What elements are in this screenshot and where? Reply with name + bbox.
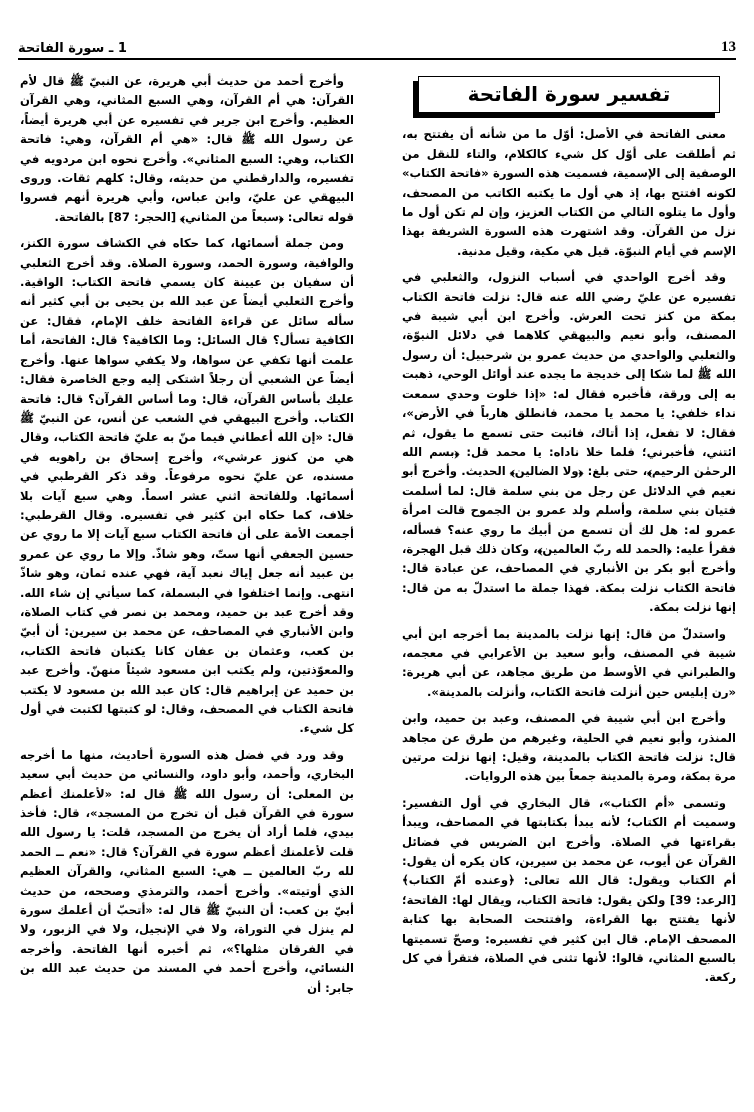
left-column xyxy=(20,72,354,1005)
paragraph: وأخرج ابن أبي شيبة في المصنف، وعبد بن حميد، وابن المنذر، وأبو نعيم في الحلية، وغيرهم من طرق عن مجاهد قال: نزلت فاتحة الكتاب بالمدينة، وقيل: إنها نزلت مرتين مرة بمكة، ومرة بالمدينة جمعاً بين هذه الروايات. xyxy=(402,711,736,784)
paragraph: ومن جملة أسمائها، كما حكاه في الكشاف سورة الكنز، والوافية، وسورة الحمد، وسورة الصلاة. وقد أخرج الثعلبي أن سفيان بن عيينة كان يسمي فاتحة الكتاب: الواقية. وأخرج الثعلبي أيضاً عن عبد الله بن يحيى بن أبي كثير أنه سأله سائل عن قراءة الفاتحة خلف الإمام، فقال: عن الكافية تسأل؟ قال السائل: وما الكافية؟ قال: الفاتحة، أما علمت أنها تكفي عن سواها، ولا يكفي سواها عنها. وأخرج أيضاً عن الشعبي أن رجلاً اشتكى إليه وجع الخاصرة فقال: عليك بأساس القرآن، قال: وما أساس القرآن؟ قال: فاتحة الكتاب. وأخرج البيهقي في الشعب عن أنس، عن النبيّ ﷺ قال: «إن الله أعطاني فيما منّ به عليّ فاتحة الكتاب، وقال هي من كنوز عرشي»، وأخرج إسحاق بن راهويه في مسنده، عن عليّ نحوه مرفوعاً. وقد ذكر القرطبي في أسمائها. وللفاتحة اثني عشر اسماً. وهي سبع آيات بلا خلاف، كما حكاه ابن كثير في تفسيره. وقال القرطبي: أجمعت الأمة على أن فاتحة الكتاب سبع آيات إلا ما روي عن حسين الجعفي أنها ستّ، وهو شاذّ. وإلا ما روي عن عمرو بن عبيد أنه جعل إياك نعبد آية، فهي عنده ثمان، وهو شاذّ انتهى. وإنما اختلفوا في البسملة، كما سيأتي إن شاء الله. وقد أخرج عبد بن حميد، ومحمد بن نصر في كتاب الصلاة، وابن الأنباري في المصاحف، عن محمد بن سيرين: أن أبيّ بن كعب، وعثمان بن عفان كانا يكتبان فاتحة الكتاب، والمعوّذتين، ولم يكتب ابن مسعود شيئاً منهنّ. وأخرج عبد بن حميد عن إبراهيم قال: كان عبد الله بن مسعود لا يكتب فاتحة الكتاب في المصحف، وقال: لو كتبتها لكتبت في أول كل شيء. xyxy=(20,236,354,736)
paragraph: وأخرج أحمد من حديث أبي هريرة، عن النبيّ ﷺ قال لأم القرآن: هي أم القرآن، وهي السبع المثاني، وهي القرآن العظيم. وأخرج ابن جرير في تفسيره عن أبي هريرة أيضاً، عن رسول الله ﷺ قال: «هي أم القرآن، وهي: فاتحة الكتاب، وهي: السبع المثاني». وأخرج نحوه ابن مردويه في تفسيره، والدارقطني من حديثه، وقال: كلهم ثقات. وروى البيهقي عن عليّ، وابن عباس، وأبي هريرة أنهم فسروا قوله تعالى: ﴿سبعاً من المثاني﴾ [الحجر: 87] بالفاتحة. xyxy=(20,74,354,224)
header-rule xyxy=(18,58,736,60)
page-number: 13 xyxy=(721,39,736,55)
paragraph: وقد أخرج الواحدي في أسباب النزول، والثعلبي في تفسيره عن عليّ رضي الله عنه قال: نزلت فاتحة الكتاب بمكة من كنز تحت العرش. وأخرج ابن أبي شيبة في المصنف، وأبو نعيم والبيهقي كلاهما في دلائل النبوّة، والثعلبي والواحدي من حديث عمرو بن شرحبيل: أن رسول الله ﷺ لما شكا إلى خديجة ما يجده عند أوائل الوحي، ذهبت به إلى ورقة، فأخبره فقال له: «إذا خلوت وحدي سمعت نداء خلفي: يا محمد يا محمد، فانطلق هارباً في الأرض»، فقال: لا تفعل، إذا أتاك، فاثبت حتى تسمع ما يقول، ثم ائتني، فأخبرني؛ فلما خلا ناداه: يا محمد قل: ﴿بسم الله الرحمٰن الرحيم﴾، حتى بلغ: ﴿ولا الضالين﴾ الحديث. وأخرج أبو نعيم في الدلائل عن رجل من بني سلمة قال: لما أسلمت فتيان بني سلمة، وأسلم ولد عمرو بن الجموح قالت امرأة عمرو له: هل لك أن تسمع من أبيك ما روي عنه؟ فسأله، فقرأ عليه: ﴿الحمد لله ربّ العالمين﴾، وكان ذلك قبل الهجرة، وأخرج أبو بكر بن الأنباري في المصاحف، عن عبادة قال: فاتحة الكتاب نزلت بمكة. فهذا جملة ما استدلّ به من قال: إنها نزلت بمكة. xyxy=(402,270,736,615)
paragraph: وتسمى «أم الكتاب»، قال البخاري في أول التفسير: وسميت أم الكتاب؛ لأنه يبدأ بكتابتها في المصاحف، ويبدأ بقراءتها في الصلاة. وأخرج ابن الضريس في فضائل القرآن عن أيوب، عن محمد بن سيرين، كان يكره أن يقول: أم الكتاب ويقول: قال الله تعالى: ﴿وعنده أمّ الكتاب﴾ [الرعد: 39] ولكن يقول: فاتحة الكتاب، ويقال لها: الفاتحة؛ لأنها يفتتح بها القراءة، وافتتحت الصحابة بها كتابة المصحف الإمام. قال ابن كثير في تفسيره: وصحّ تسميتها بالسبع المثاني، قالوا: لأنها تثنى في الصلاة، فتقرأ في كل ركعة. xyxy=(402,795,736,985)
right-column xyxy=(402,72,736,995)
paragraph: معنى الفاتحة في الأصل: أوّل ما من شأنه أن يفتتح به، ثم أطلقت على أوّل كل شيء كالكلام، والتاء للنقل من الوصفية إلى الإسمية، فسميت هذه السورة «فاتحة الكتاب» لكونه افتتح بها، إذ هي أول ما يكتبه الكاتب من المصحف، وأول ما يتلوه التالي من الكتاب العزيز، وإن لم تكن أول ما نزل من القرآن. وقد اشتهرت هذه السورة الشريفة بهذا الإسم في أيام النبوّة. قيل هي مكية، وقيل مدنية. xyxy=(402,127,736,258)
paragraph: واستدلّ من قال: إنها نزلت بالمدينة بما أخرجه ابن أبي شيبة في المصنف، وأبو سعيد بن الأعرابي في معجمه، والطبراني في الأوسط من طريق مجاهد، عن أبي هريرة: «رن إبليس حين أنزلت فاتحة الكتاب، وأنزلت بالمدينة». xyxy=(402,626,736,699)
page-header xyxy=(18,30,736,56)
running-title: 1 ـ سورة الفاتحة xyxy=(18,41,127,56)
paragraph: وقد ورد في فضل هذه السورة أحاديث، منها ما أخرجه البخاري، وأحمد، وأبو داود، والنسائي من حديث أبي سعيد بن المعلى: أن رسول الله ﷺ قال له: «لأعلمنك أعظم سورة في القرآن قبل أن تخرج من المسجد»، قال: فأخذ بيدي، فلما أراد أن يخرج من المسجد، قلت: يا رسول الله قلت لأعلمنك أعظم سورة في القرآن؟ قال: «نعم ــ الحمد لله ربّ العالمين ــ هي: السبع المثاني، والقرآن العظيم الذي أوتيته». وأخرج أحمد، والترمذي وصححه، من حديث أبيّ بن كعب: أن النبيّ ﷺ قال له: «أتحبّ أن أعلمك سورة لم ينزل في التوراة، ولا في الإنجيل، ولا في الزبور، ولا في الفرقان مثلها؟»، ثم أخبره أنها الفاتحة. وأخرجه النسائي، وأخرج أحمد في المسند من حديث عبد الله بن جابر: أن xyxy=(20,747,354,995)
section-title: تفسير سورة الفاتحة xyxy=(418,76,720,113)
